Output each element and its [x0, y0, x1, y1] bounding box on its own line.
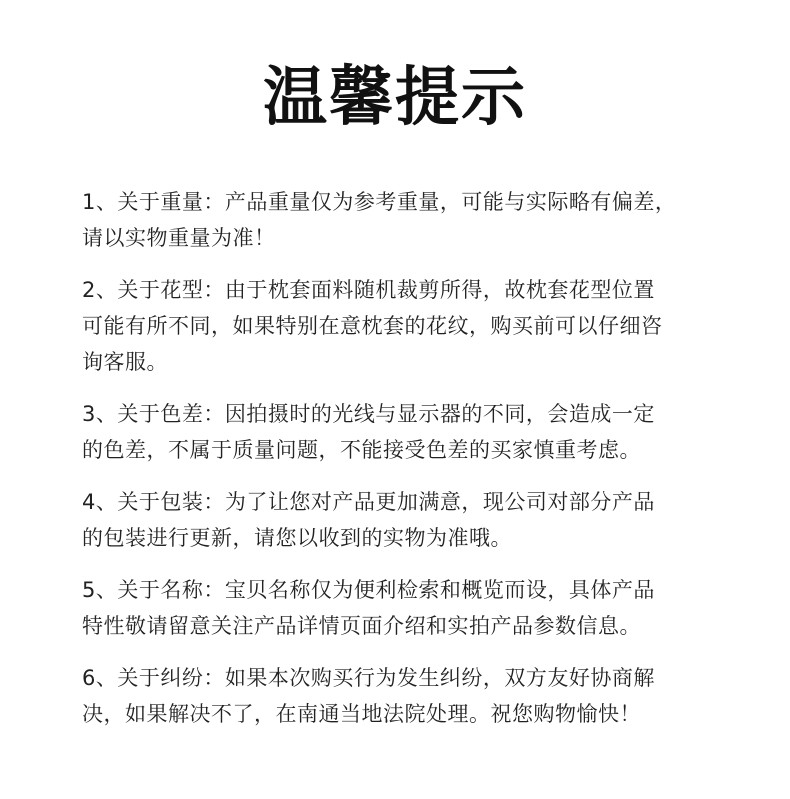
- notice-name-line-1: 5、关于名称：宝贝名称仅为便利检索和概览而设，具体产品: [82, 578, 655, 602]
- notice-dispute-line-1: 6、关于纠纷：如果本次购买行为发生纠纷，双方友好协商解: [82, 666, 655, 690]
- notice-name: [82, 572, 722, 644]
- notice-color-line-2: 的色差，不属于质量问题，不能接受色差的买家慎重考虑。: [82, 438, 641, 462]
- notice-dispute-line-2: 决，如果解决不了，在南通当地法院处理。祝您购物愉快！: [82, 702, 641, 726]
- page-title: 温馨提示: [263, 61, 527, 135]
- notice-pattern: [82, 272, 722, 380]
- notice-list: [82, 184, 722, 748]
- notice-pattern-line-3: 询客服。: [82, 350, 168, 374]
- notice-color: [82, 396, 722, 468]
- notice-pattern-line-2: 可能有所不同，如果特别在意枕套的花纹，购买前可以仔细咨: [82, 314, 663, 338]
- notice-dispute: [82, 660, 722, 732]
- notice-packaging: [82, 484, 722, 556]
- notice-packaging-line-1: 4、关于包装：为了让您对产品更加满意，现公司对部分产品: [82, 490, 655, 514]
- notice-packaging-line-2: 的包装进行更新，请您以收到的实物为准哦。: [82, 526, 512, 550]
- notice-name-line-2: 特性敬请留意关注产品详情页面介绍和实拍产品参数信息。: [82, 614, 641, 638]
- notice-pattern-line-1: 2、关于花型：由于枕套面料随机裁剪所得，故枕套花型位置: [82, 278, 655, 302]
- notice-weight-line-1: 1、关于重量：产品重量仅为参考重量，可能与实际略有偏差，: [82, 190, 677, 214]
- notice-color-line-1: 3、关于色差：因拍摄时的光线与显示器的不同，会造成一定: [82, 402, 655, 426]
- notice-weight-line-2: 请以实物重量为准！: [82, 226, 276, 250]
- notice-weight: [82, 184, 722, 256]
